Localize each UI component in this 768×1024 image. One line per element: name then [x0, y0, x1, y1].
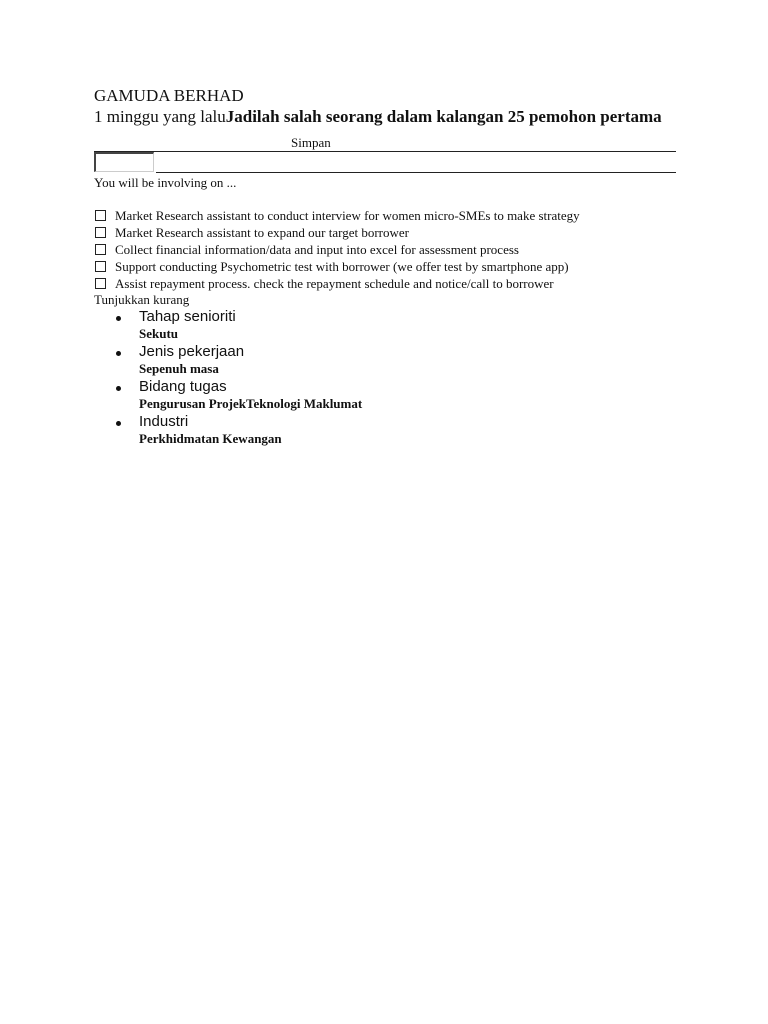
job-criteria-list: [94, 307, 676, 447]
bullet-icon: [116, 316, 121, 321]
task-list: [94, 207, 676, 292]
criteria-value: Perkhidmatan Kewangan: [139, 431, 282, 446]
divider-top: [94, 151, 676, 152]
bullet-icon: [116, 421, 121, 426]
criteria-label: Bidang tugas: [139, 378, 227, 395]
show-less-link[interactable]: Tunjukkan kurang: [94, 292, 190, 307]
task-text: Support conducting Psychometric test with borrower (we offer test by smartphone app): [115, 259, 569, 274]
posted-time: 1 minggu yang lalu: [94, 107, 226, 126]
bullet-icon: [116, 386, 121, 391]
list-item: [94, 241, 676, 258]
save-button[interactable]: [94, 152, 154, 172]
checkbox-icon: [95, 210, 106, 221]
company-name[interactable]: GAMUDA BERHAD: [94, 86, 244, 105]
criteria-value: Pengurusan ProjekTeknologi Maklumat: [139, 396, 363, 411]
list-item: [94, 258, 676, 275]
task-text: Market Research assistant to conduct interview for women micro-SMEs to make strategy: [115, 208, 580, 223]
checkbox-icon: [95, 278, 106, 289]
checkbox-icon: [95, 227, 106, 238]
criteria-item: [116, 307, 676, 342]
task-text: Assist repayment process. check the repayment schedule and notice/call to borrower: [115, 276, 554, 291]
save-section: [94, 135, 676, 175]
divider-bottom: [156, 172, 676, 173]
task-text: Market Research assistant to expand our target borrower: [115, 225, 409, 240]
criteria-label: Jenis pekerjaan: [139, 343, 245, 360]
criteria-value: Sepenuh masa: [139, 361, 219, 376]
applicant-headline: Jadilah salah seorang dalam kalangan 25 pemohon pertama: [225, 107, 662, 126]
criteria-item: [116, 412, 676, 447]
save-button-label[interactable]: Simpan: [291, 135, 331, 150]
criteria-value: Sekutu: [139, 326, 179, 341]
criteria-label: Tahap senioriti: [139, 308, 236, 325]
description-intro: You will be involving on ...: [94, 175, 237, 190]
list-item: [94, 207, 676, 224]
list-item: [94, 224, 676, 241]
criteria-item: [116, 377, 676, 412]
checkbox-icon: [95, 261, 106, 272]
criteria-label: Industri: [139, 413, 189, 430]
checkbox-icon: [95, 244, 106, 255]
criteria-item: [116, 342, 676, 377]
task-text: Collect financial information/data and input into excel for assessment process: [115, 242, 519, 257]
job-posting-page: [94, 86, 676, 447]
bullet-icon: [116, 351, 121, 356]
posted-line: [94, 106, 676, 128]
list-item: [94, 275, 676, 292]
